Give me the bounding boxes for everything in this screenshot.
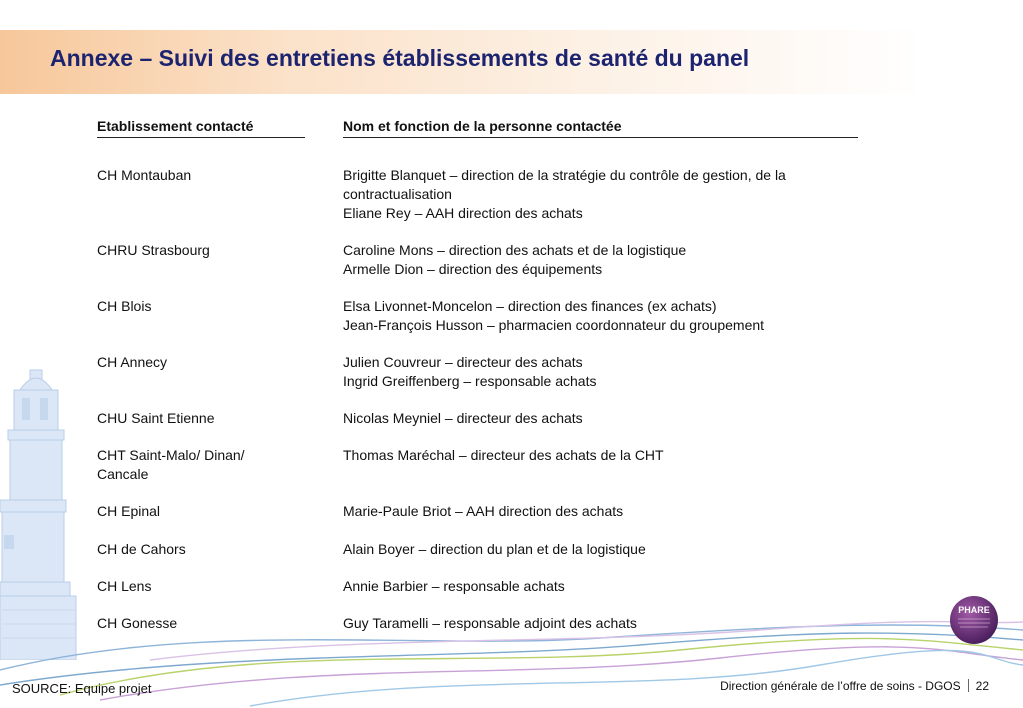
contact-cell xyxy=(343,446,863,465)
establishment-cell: CH Gonesse xyxy=(97,615,178,631)
contact-entry: Alain Boyer – direction du plan et de la logistique xyxy=(343,541,646,557)
contact-entry: Marie-Paule Briot – AAH direction des achats xyxy=(343,503,624,519)
establishment-cell: CHRU Strasbourg xyxy=(97,242,210,258)
establishment-cell: CH Montauban xyxy=(97,167,192,183)
contact-cell xyxy=(343,166,863,223)
source-note: SOURCE: Equipe projet xyxy=(12,681,152,696)
contact-entry: Elsa Livonnet-Moncelon – direction des finances (ex achats) xyxy=(343,298,717,314)
contact-cell xyxy=(343,409,863,428)
establishment-cell: CH Lens xyxy=(97,578,152,594)
contact-entry: Thomas Maréchal – directeur des achats de la CHT xyxy=(343,447,664,463)
contact-entry: Guy Taramelli – responsable adjoint des achats xyxy=(343,615,637,631)
contact-entry: Armelle Dion – direction des équipements xyxy=(343,261,603,277)
page-number: 22 xyxy=(975,679,989,693)
establishment-cell: CH Blois xyxy=(97,298,152,314)
contact-entry: Brigitte Blanquet – direction de la stratégie du contrôle de gestion, de la contractualisation xyxy=(343,167,786,202)
contact-entry: Caroline Mons – direction des achats et de la logistique xyxy=(343,242,687,258)
contact-cell xyxy=(343,540,863,559)
contact-entry: Nicolas Meyniel – directeur des achats xyxy=(343,410,583,426)
contact-cell xyxy=(343,502,863,521)
contact-cell xyxy=(343,297,863,335)
contact-entry: Jean-François Husson – pharmacien coordonnateur du groupement xyxy=(343,317,765,333)
footer xyxy=(720,679,989,693)
establishment-cell: CH Epinal xyxy=(97,503,161,519)
contact-cell xyxy=(343,353,863,391)
contact-cell xyxy=(343,577,863,596)
contact-entry: Julien Couvreur – directeur des achats xyxy=(343,354,583,370)
establishment-cell: CHU Saint Etienne xyxy=(97,410,215,426)
page-title: Annexe – Suivi des entretiens établissements de santé du panel xyxy=(50,45,750,71)
contact-cell xyxy=(343,241,863,279)
contact-entry: Annie Barbier – responsable achats xyxy=(343,578,565,594)
establishment-cell: CH de Cahors xyxy=(97,541,186,557)
header-establishment: Etablissement contacté xyxy=(97,118,305,138)
establishment-cell: CH Annecy xyxy=(97,354,168,370)
phare-logo-icon xyxy=(948,594,1000,646)
establishment-cell: CHT Saint-Malo/ Dinan/ Cancale xyxy=(97,447,245,482)
contact-entry: Ingrid Greiffenberg – responsable achats xyxy=(343,373,597,389)
contact-entry: Eliane Rey – AAH direction des achats xyxy=(343,205,583,221)
header-contact: Nom et fonction de la personne contactée xyxy=(343,118,858,138)
footer-separator xyxy=(968,679,969,692)
phare-logo-text: PHARE xyxy=(958,605,990,615)
footer-organization: Direction générale de l’offre de soins - DGOS xyxy=(720,679,961,693)
